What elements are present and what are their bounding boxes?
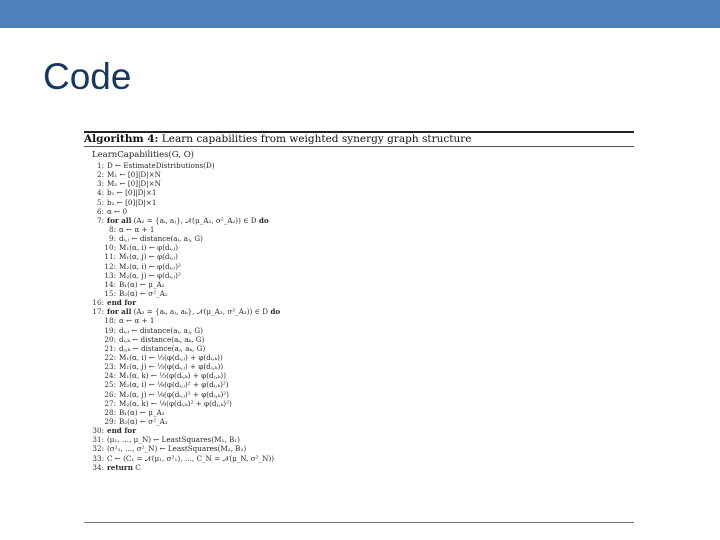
line-text: α ← α + 1	[119, 316, 155, 326]
line-text: M₂(α, i) ← ⅑(φ(dᵢ,ⱼ)² + φ(dᵢ,ₖ)²)	[119, 380, 229, 390]
algorithm-line	[90, 426, 630, 435]
line-text: dᵢ,ⱼ ← distance(aᵢ, aⱼ, G)	[119, 234, 203, 244]
algorithm-line	[90, 179, 630, 188]
line-text: b₂ ← [0]|D|×1	[107, 197, 157, 207]
algorithm-line	[90, 188, 630, 197]
line-text: M₁(α, k) ← ⅓(φ(dᵢ,ₖ) + φ(dⱼ,ₖ))	[119, 371, 227, 381]
algorithm-line	[90, 271, 630, 280]
line-text: end for	[107, 298, 136, 308]
line-text: M₁(α, i) ← φ(dᵢ,ⱼ)	[119, 243, 179, 253]
algorithm-line	[90, 262, 630, 271]
line-number: 9:	[109, 234, 116, 244]
line-number: 12:	[104, 261, 116, 271]
algorithm-line	[90, 362, 630, 371]
line-text: C ← (C₁ = 𝒩(μ₁, σ²₁), …, C_N = 𝒩(μ_N, σ²_N))	[107, 453, 275, 463]
algorithm-line	[90, 344, 630, 353]
line-number: 4:	[97, 188, 104, 198]
line-text: M₂(α, j) ← ⅑(φ(dᵢ,ⱼ)² + φ(dⱼ,ₖ)²)	[119, 389, 229, 399]
algorithm-line	[90, 399, 630, 408]
algorithm-caption-text: Learn capabilities from weighted synergy graph structure	[161, 133, 472, 145]
line-number: 22:	[104, 352, 116, 362]
line-text: (σ²₁, …, σ²_N) ← LeastSquares(M₂, B₂)	[107, 444, 247, 454]
algorithm-line	[90, 444, 630, 453]
line-text: M₁ ← [0]|D|×N	[107, 170, 161, 180]
line-number: 33:	[92, 453, 104, 463]
algorithm-line	[90, 454, 630, 463]
line-number: 29:	[104, 416, 116, 426]
algorithm-line	[90, 198, 630, 207]
line-number: 11:	[104, 252, 116, 262]
line-text: end for	[107, 426, 136, 436]
line-number: 20:	[104, 334, 116, 344]
line-text: for all (A₂ = {aᵢ, aⱼ}, 𝒩(μ_A₂, σ²_A₂)) ∈ D do	[107, 215, 269, 225]
line-text: dᵢ,ⱼ ← distance(aᵢ, aⱼ, G)	[119, 325, 203, 335]
algorithm-line	[90, 234, 630, 243]
line-text: B₂(α) ← σ²_A₂	[119, 288, 168, 298]
line-number: 26:	[104, 389, 116, 399]
algorithm-line	[90, 289, 630, 298]
line-number: 7:	[97, 215, 104, 225]
line-number: 2:	[97, 170, 104, 180]
algorithm-line	[90, 390, 630, 399]
line-number: 1:	[97, 161, 104, 170]
header-bar	[0, 0, 720, 28]
algorithm-line	[90, 371, 630, 380]
line-text: dⱼ,ₖ ← distance(aⱼ, aₖ, G)	[119, 343, 206, 353]
line-number: 23:	[104, 362, 116, 372]
line-number: 8:	[109, 224, 116, 234]
algorithm-line	[90, 280, 630, 289]
line-text: M₁(α, i) ← ⅓(φ(dᵢ,ⱼ) + φ(dᵢ,ₖ))	[119, 352, 223, 362]
algorithm-line	[90, 243, 630, 252]
line-text: M₂ ← [0]|D|×N	[107, 179, 161, 189]
line-number: 21:	[104, 343, 116, 353]
algorithm-line	[90, 298, 630, 307]
line-text: dᵢ,ₖ ← distance(aᵢ, aₖ, G)	[119, 334, 205, 344]
line-text: D ← EstimateDistributions(D)	[107, 161, 215, 170]
algorithm-line	[90, 207, 630, 216]
line-text: B₁(α) ← μ_A₂	[119, 279, 165, 289]
algorithm-line	[90, 161, 630, 170]
line-text: M₁(α, j) ← ⅓(φ(dᵢ,ⱼ) + φ(dⱼ,ₖ))	[119, 362, 224, 372]
line-text: α ← 0	[107, 206, 128, 216]
algorithm-line	[90, 170, 630, 179]
line-text: M₁(α, j) ← φ(dᵢ,ⱼ)	[119, 252, 178, 262]
line-text: α ← α + 1	[119, 224, 155, 234]
line-text: B₂(α) ← σ²_A₃	[119, 416, 168, 426]
algorithm-line	[90, 435, 630, 444]
algorithm-line	[90, 417, 630, 426]
algorithm-line	[90, 353, 630, 362]
line-text: return C	[107, 462, 141, 472]
algorithm-label: Algorithm 4:	[84, 133, 159, 145]
line-text: M₂(α, i) ← φ(dᵢ,ⱼ)²	[119, 261, 181, 271]
line-text: for all (A₃ = {aᵢ, aⱼ, aₖ}, 𝒩(μ_A₃, σ²_A₃)) ∈ D do	[107, 307, 281, 317]
algorithm-line	[90, 408, 630, 417]
line-number: 13:	[104, 270, 116, 280]
line-number: 24:	[104, 371, 116, 381]
line-number: 14:	[104, 279, 116, 289]
algorithm-caption	[84, 132, 634, 147]
line-number: 15:	[104, 288, 116, 298]
line-number: 34:	[92, 462, 104, 472]
line-number: 3:	[97, 179, 104, 189]
line-number: 25:	[104, 380, 116, 390]
algorithm-line	[90, 380, 630, 389]
line-text: M₂(α, j) ← φ(dᵢ,ⱼ)²	[119, 270, 181, 280]
line-number: 27:	[104, 398, 116, 408]
line-number: 5:	[97, 197, 104, 207]
line-text: (μ₁, …, μ_N) ← LeastSquares(M₁, B₁)	[107, 435, 240, 445]
line-text: M₂(α, k) ← ⅑(φ(dᵢ,ₖ)² + φ(dⱼ,ₖ)²)	[119, 398, 232, 408]
algorithm-line	[90, 225, 630, 234]
line-number: 17:	[92, 307, 104, 317]
line-number: 28:	[104, 407, 116, 417]
line-number: 19:	[104, 325, 116, 335]
algorithm-line	[90, 216, 630, 225]
algorithm-signature: LearnCapabilities(G, O)	[92, 150, 194, 160]
line-number: 16:	[92, 298, 104, 308]
algorithm-lines	[90, 161, 630, 472]
line-number: 31:	[92, 435, 104, 445]
algorithm-line	[90, 335, 630, 344]
line-number: 30:	[92, 426, 104, 436]
line-number: 32:	[92, 444, 104, 454]
algorithm-line	[90, 307, 630, 316]
algorithm-line	[90, 316, 630, 325]
line-number: 6:	[97, 206, 104, 216]
algorithm-line	[90, 463, 630, 472]
line-text: B₁(α) ← μ_A₃	[119, 407, 165, 417]
algorithm-line	[90, 326, 630, 335]
line-number: 10:	[104, 243, 116, 253]
slide-title: Code	[43, 56, 132, 97]
algorithm-line	[90, 252, 630, 261]
line-text: b₁ ← [0]|D|×1	[107, 188, 157, 198]
line-number: 18:	[104, 316, 116, 326]
